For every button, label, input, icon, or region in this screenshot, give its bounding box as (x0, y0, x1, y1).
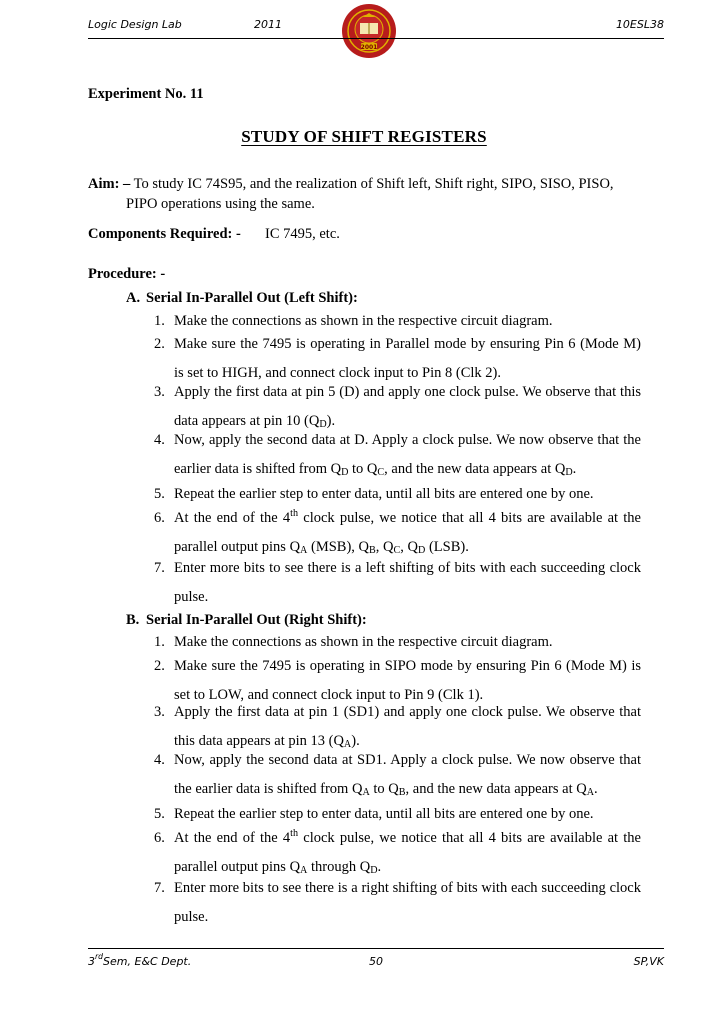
page-number: 50 (369, 955, 383, 968)
seal-icon (341, 3, 397, 59)
section-letter: A. (126, 290, 141, 306)
list-item-number: 3. (154, 704, 165, 720)
section-title: Serial In-Parallel Out (Right Shift): (146, 612, 367, 628)
subscript: C (393, 544, 401, 556)
subscript: A (362, 786, 370, 798)
ordinal-suffix: th (290, 508, 299, 519)
subscript: B (369, 544, 376, 556)
list-item (154, 554, 641, 611)
list-item-text: Now, apply the second data at SD1. Apply a clock pulse. We now observe that the earlier data is shifted from $Q_A$ to $Q_B$, and the new data appears at $Q_A$. (174, 752, 641, 798)
footer-sem-suffix: rd (95, 952, 104, 961)
list-item-text: At the end of the 4th clock pulse, we notice that all 4 bits are available at the parallel output pins $Q_A$ through $Q_D$. (174, 828, 641, 876)
section-title: Serial In-Parallel Out (Left Shift): (146, 290, 358, 306)
list-item-text: Apply the first data at pin 1 (SD1) and apply one clock pulse. We observe that this data appears at pin 13 $(Q_A)$. (174, 704, 641, 750)
footer-dept: Sem, E&C Dept. (103, 955, 192, 968)
list-item-text: Repeat the earlier step to enter data, until all bits are entered one by one. (174, 806, 594, 822)
list-item (154, 874, 641, 931)
list-item-number: 6. (154, 830, 165, 846)
page-title (0, 127, 728, 147)
page-footer (88, 952, 664, 972)
list-item-number: 4. (154, 752, 165, 768)
subscript: A (300, 544, 308, 556)
list-item-number: 5. (154, 806, 165, 822)
section-heading (126, 612, 367, 629)
list-item-text: Repeat the earlier step to enter data, until all bits are entered one by one. (174, 486, 594, 502)
list-item (154, 746, 641, 803)
title-text: STUDY OF SHIFT REGISTERS (241, 127, 487, 146)
footer-right: SP,VK (633, 955, 664, 968)
ordinal-suffix: th (290, 828, 299, 839)
list-item-number: 2. (154, 336, 165, 352)
list-item-text: Now, apply the second data at D. Apply a clock pulse. We now observe that the earlier data is shifted from $Q_D$ to $Q_C$, and the new data appears at $Q_D$. (174, 432, 641, 478)
header-right: 10ESL38 (615, 18, 664, 31)
list-item-text: Make sure the 7495 is operating in Parallel mode by ensuring Pin 6 (Mode M) is set to HIGH, and connect clock input to Pin 8 (Clk 2). (174, 336, 641, 381)
subscript: D (341, 466, 349, 478)
list-item-text: Make the connections as shown in the respective circuit diagram. (174, 634, 553, 650)
list-item-text: Apply the first data at pin 5 (D) and apply one clock pulse. We observe that this data appears at pin 10 $(Q_D)$. (174, 384, 641, 430)
components-value: IC 7495, etc. (265, 226, 340, 242)
list-item-number: 2. (154, 658, 165, 674)
subscript: A (300, 864, 308, 876)
subscript: C (377, 466, 385, 478)
list-item-text: Make sure the 7495 is operating in SIPO mode by ensuring Pin 6 (Mode M) is set to LOW, and connect clock input to Pin 9 (Clk 1). (174, 658, 641, 703)
subscript: D (319, 418, 327, 430)
list-item (154, 824, 641, 881)
subscript: D (418, 544, 426, 556)
procedure-label: Procedure: - (88, 266, 166, 282)
aim-paragraph (88, 174, 648, 214)
subscript: D (565, 466, 573, 478)
list-item-text: Enter more bits to see there is a right shifting of bits with each succeeding clock pulse. (174, 880, 641, 925)
footer-rule (88, 948, 664, 949)
logo-year: 2001 (360, 44, 378, 51)
list-item-text: Enter more bits to see there is a left shifting of bits with each succeeding clock pulse. (174, 560, 641, 605)
list-item (154, 504, 641, 561)
college-seal-logo (341, 3, 397, 59)
list-item-number: 5. (154, 486, 165, 502)
list-item-number: 1. (154, 313, 165, 329)
header-center: 2011 (254, 18, 282, 31)
list-item-number: 4. (154, 432, 165, 448)
subscript: B (398, 786, 406, 798)
aim-line-1: To study IC 74S95, and the realization of Shift left, Shift right, SIPO, SISO, PISO, (130, 176, 614, 192)
section-heading (126, 290, 358, 307)
list-item-text: At the end of the 4th clock pulse, we notice that all 4 bits are available at the parallel output pins $Q_A$ (MSB), $Q_B$, $Q_C$, $Q_D$ (LSB). (174, 508, 641, 556)
subscript: A (343, 738, 352, 750)
subscript: A (586, 786, 595, 798)
header-rule (88, 38, 664, 39)
components-required (88, 226, 340, 243)
aim-label: Aim: – (88, 176, 131, 192)
header-left: Logic Design Lab (88, 18, 182, 31)
list-item-number: 6. (154, 510, 165, 526)
list-item-number: 3. (154, 384, 165, 400)
footer-left (88, 952, 192, 968)
list-item-text: Make the connections as shown in the respective circuit diagram. (174, 313, 553, 329)
list-item-number: 7. (154, 560, 165, 576)
list-item (154, 426, 641, 483)
footer-sem-number: 3 (88, 955, 95, 968)
aim-line-2: PIPO operations using the same. (126, 196, 315, 212)
components-label: Components Required: - (88, 226, 241, 242)
list-item-number: 7. (154, 880, 165, 896)
subscript: D (370, 864, 378, 876)
experiment-number: Experiment No. 11 (88, 86, 204, 102)
section-letter: B. (126, 612, 140, 628)
list-item-number: 1. (154, 634, 165, 650)
